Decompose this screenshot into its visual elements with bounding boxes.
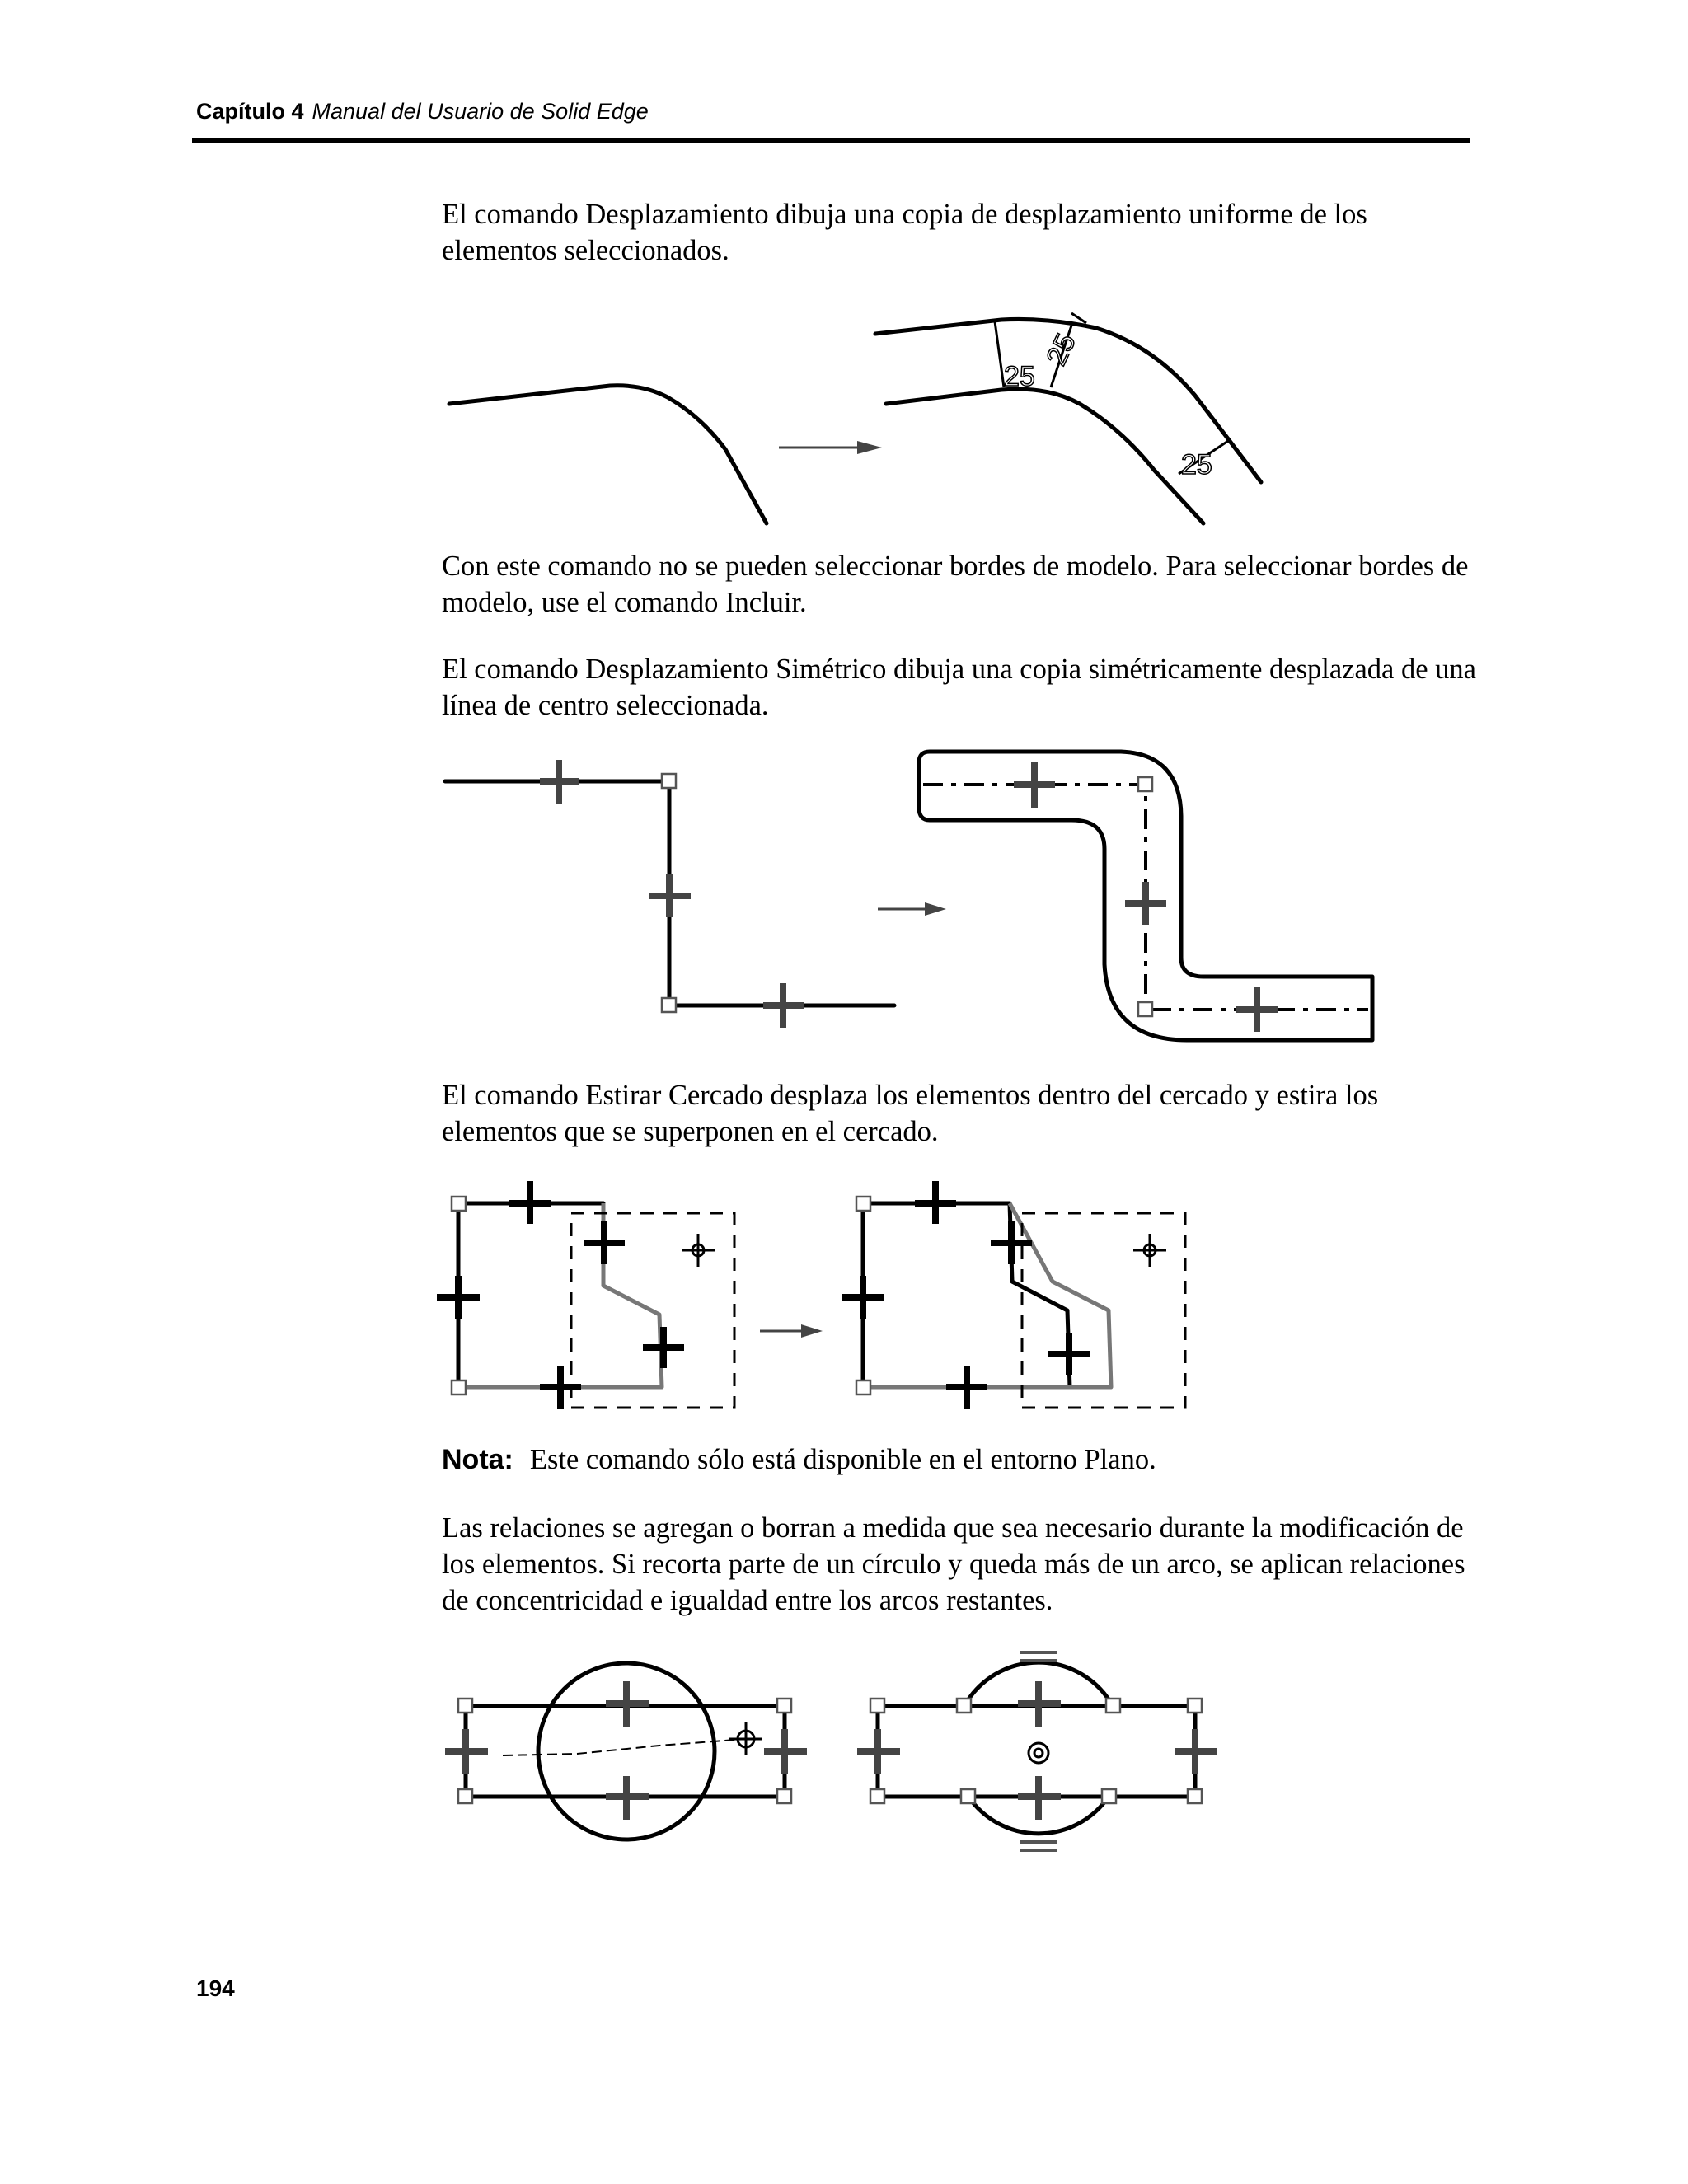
note-label: Nota:	[442, 1444, 513, 1475]
note-text: Este comando sólo está disponible en el entorno Plano.	[529, 1444, 1156, 1475]
keypoint-handle	[1188, 1789, 1202, 1803]
keypoint-handle	[458, 1699, 472, 1713]
keypoint-handle	[957, 1699, 971, 1713]
chapter-label: Capítulo 4	[196, 99, 304, 124]
concentric-relationship-icon	[1029, 1743, 1048, 1763]
paragraph-offset: El comando Desplazamiento dibuja una copia de desplazamiento uniforme de los elementos seleccionados.	[442, 199, 1367, 266]
page-number: 194	[196, 1975, 235, 2001]
paragraph-model-edges: Con este comando no se pueden seleccionar bordes de modelo. Para seleccionar bordes de modelo, use el comando Incluir.	[442, 551, 1469, 618]
keypoint-handle	[961, 1789, 975, 1803]
keypoint-handle	[1106, 1699, 1120, 1713]
keypoint-handle	[870, 1699, 884, 1713]
dimension-label: 25	[1040, 328, 1082, 371]
manual-title: Manual del Usuario de Solid Edge	[312, 99, 649, 124]
dimension-label: 25	[1181, 449, 1212, 480]
keypoint-handle	[870, 1789, 884, 1803]
paragraph-relationships: Las relaciones se agregan o borran a medida que sea necesario durante la modificación de los elementos. Si recorta parte de un círculo y queda más de un arco, se aplican relaciones de concentricidad e igualdad entre los arcos restantes.	[442, 1512, 1465, 1616]
paragraph-stretch-fence: El comando Estirar Cercado desplaza los elementos dentro del cercado y estira los elementos que se superponen en el cercado.	[442, 1080, 1379, 1147]
keypoint-handle	[1188, 1699, 1202, 1713]
paragraph-symmetric-offset: El comando Desplazamiento Simétrico dibuja una copia simétricamente desplazada de una línea de centro seleccionada.	[442, 654, 1476, 721]
dimension-label: 25	[1004, 361, 1035, 392]
keypoint-handle	[1102, 1789, 1116, 1803]
keypoint-handle	[777, 1789, 791, 1803]
keypoint-handle	[777, 1699, 791, 1713]
keypoint-handle	[458, 1789, 472, 1803]
